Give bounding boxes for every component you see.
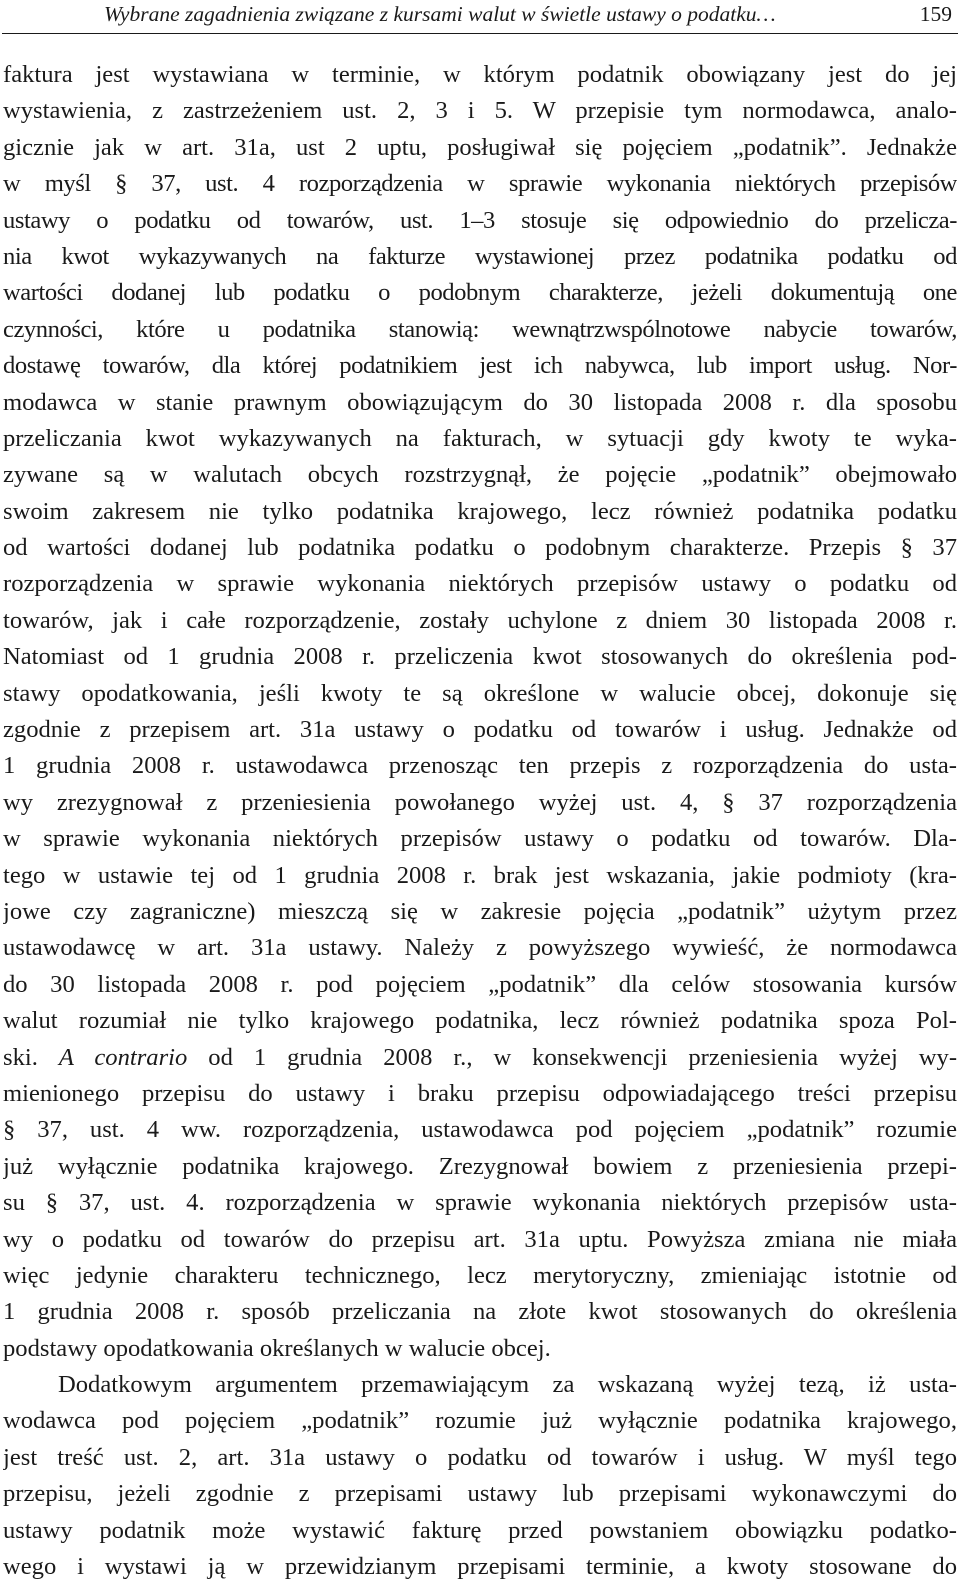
text-line: § 37, ust. 4 ww. rozporządzenia, ustawodawca pod pojęciem „podatnik” rozumie <box>3 1116 957 1144</box>
text-line: ustawodawcę w art. 31a ustawy. Należy z powyższego wywieść, że normodawca <box>3 934 957 962</box>
text-line: wy o podatku od towarów do przepisu art. 31a uptu. Powyższa zmiana nie miała <box>3 1225 957 1253</box>
text-line: od wartości dodanej lub podatnika podatku o podobnym charakterze. Przepis § 37 <box>3 534 957 562</box>
paragraph-2 <box>3 1367 957 1585</box>
text-line: nia kwot wykazywanych na fakturze wystawionej przez podatnika podatku od <box>3 242 957 270</box>
paragraph-1 <box>3 57 957 1367</box>
text-line: su § 37, ust. 4. rozporządzenia w sprawie wykonania niektórych przepisów usta- <box>3 1189 957 1217</box>
text-line: przepisu, jeżeli zgodnie z przepisami ustawy lub przepisami wykonawczymi do <box>3 1480 957 1508</box>
text-line: walut rozumiał nie tylko krajowego podatnika, lecz również podatnika spoza Pol- <box>3 1007 957 1035</box>
text-line: do 30 listopada 2008 r. pod pojęciem „podatnik” dla celów stosowania kursów <box>3 970 957 998</box>
italic-phrase: A contrario <box>58 1043 188 1071</box>
text-line: mienionego przepisu do ustawy i braku przepisu odpowiadającego treści przepisu <box>3 1079 957 1107</box>
text-line: faktura jest wystawiana w terminie, w którym podatnik obowiązany jest do jej <box>3 61 957 88</box>
text-line: gicznie jak w art. 31a, ust 2 uptu, posługiwał się pojęciem „podatnik”. Jednakże <box>3 133 957 161</box>
text-line: w myśl § 37, ust. 4 rozporządzenia w sprawie wykonania niektórych przepisów <box>3 170 957 198</box>
text-line: wystawienia, z zastrzeżeniem ust. 2, 3 i 5. W przepisie tym normodawca, analo- <box>3 97 957 125</box>
body-text <box>3 57 957 1585</box>
text-line: 1 grudnia 2008 r. sposób przeliczania na złote kwot stosowanych do określenia <box>3 1298 957 1326</box>
text-line: stawy opodatkowania, jeśli kwoty te są określone w walucie obcej, dokonuje się <box>3 679 957 707</box>
header-rule <box>2 33 958 34</box>
text-line: ustawy o podatku od towarów, ust. 1–3 stosuje się odpowiednio do przelicza- <box>3 206 957 234</box>
page-number: 159 <box>919 2 952 26</box>
text-line: wego i wystawi ją w przewidzianym przepisami terminie, a kwoty stosowane do <box>3 1553 957 1581</box>
text-line: Natomiast od 1 grudnia 2008 r. przeliczenia kwot stosowanych do określenia pod- <box>3 643 957 671</box>
running-title: Wybrane zagadnienia związane z kursami walut w świetle ustawy o podatku… <box>104 2 776 26</box>
text-line: swoim zakresem nie tylko podatnika krajowego, lecz również podatnika podatku <box>3 497 957 525</box>
text-line: 1 grudnia 2008 r. ustawodawca przenosząc ten przepis z rozporządzenia do usta- <box>3 752 957 780</box>
text-line: tego w ustawie tej od 1 grudnia 2008 r. brak jest wskazania, jakie podmioty (kra- <box>3 861 957 889</box>
text-line: jest treść ust. 2, art. 31a ustawy o podatku od towarów i usług. W myśl tego <box>3 1443 957 1471</box>
text-line: zywane są w walutach obcych rozstrzygnął, że pojęcie „podatnik” obejmowało <box>3 461 957 489</box>
text-line: wy zrezygnował z przeniesienia powołanego wyżej ust. 4, § 37 rozporządzenia <box>3 788 957 816</box>
text-line: modawca w stanie prawnym obowiązującym do 30 listopada 2008 r. dla sposobu <box>3 388 957 416</box>
text-line: wodawca pod pojęciem „podatnik” rozumie już wyłącznie podatnika krajowego, <box>3 1407 957 1435</box>
text-line: wartości dodanej lub podatku o podobnym charakterze, jeżeli dokumentują one <box>3 279 957 307</box>
text-line: już wyłącznie podatnika krajowego. Zrezygnował bowiem z przeniesienia przepi- <box>3 1152 957 1180</box>
text-line: podstawy opodatkowania określanych w walucie obcej. <box>3 1334 551 1362</box>
text-line: zgodnie z przepisem art. 31a ustawy o podatku od towarów i usług. Jednakże od <box>3 716 957 744</box>
text-run: ski. <box>3 1043 59 1071</box>
running-header <box>0 0 960 34</box>
text-line: rozporządzenia w sprawie wykonania niektórych przepisów ustawy o podatku od <box>3 570 957 598</box>
text-line: towarów, jak i całe rozporządzenie, zostały uchylone z dniem 30 listopada 2008 r. <box>3 606 957 634</box>
text-line-with-italic <box>3 1040 957 1076</box>
text-run: od 1 grudnia 2008 r., w konsekwencji przeniesienia wyżej wy- <box>187 1043 957 1071</box>
text-line: w sprawie wykonania niektórych przepisów ustawy o podatku od towarów. Dla- <box>3 825 957 853</box>
text-line: Dodatkowym argumentem przemawiającym za wskazaną wyżej tezą, iż usta- <box>58 1371 957 1399</box>
text-line: dostawę towarów, dla której podatnikiem jest ich nabywca, lub import usług. Nor- <box>3 352 957 380</box>
text-line: ustawy podatnik może wystawić fakturę przed powstaniem obowiązku podatko- <box>3 1516 957 1544</box>
text-line: przeliczania kwot wykazywanych na fakturach, w sytuacji gdy kwoty te wyka- <box>3 424 957 452</box>
text-line: więc jedynie charakteru technicznego, lecz merytoryczny, zmieniając istotnie od <box>3 1261 957 1289</box>
text-line: czynności, które u podatnika stanowią: wewnątrzwspólnotowe nabycie towarów, <box>3 315 957 343</box>
text-line: jowe czy zagraniczne) mieszczą się w zakresie pojęcia „podatnik” użytym przez <box>3 897 957 925</box>
